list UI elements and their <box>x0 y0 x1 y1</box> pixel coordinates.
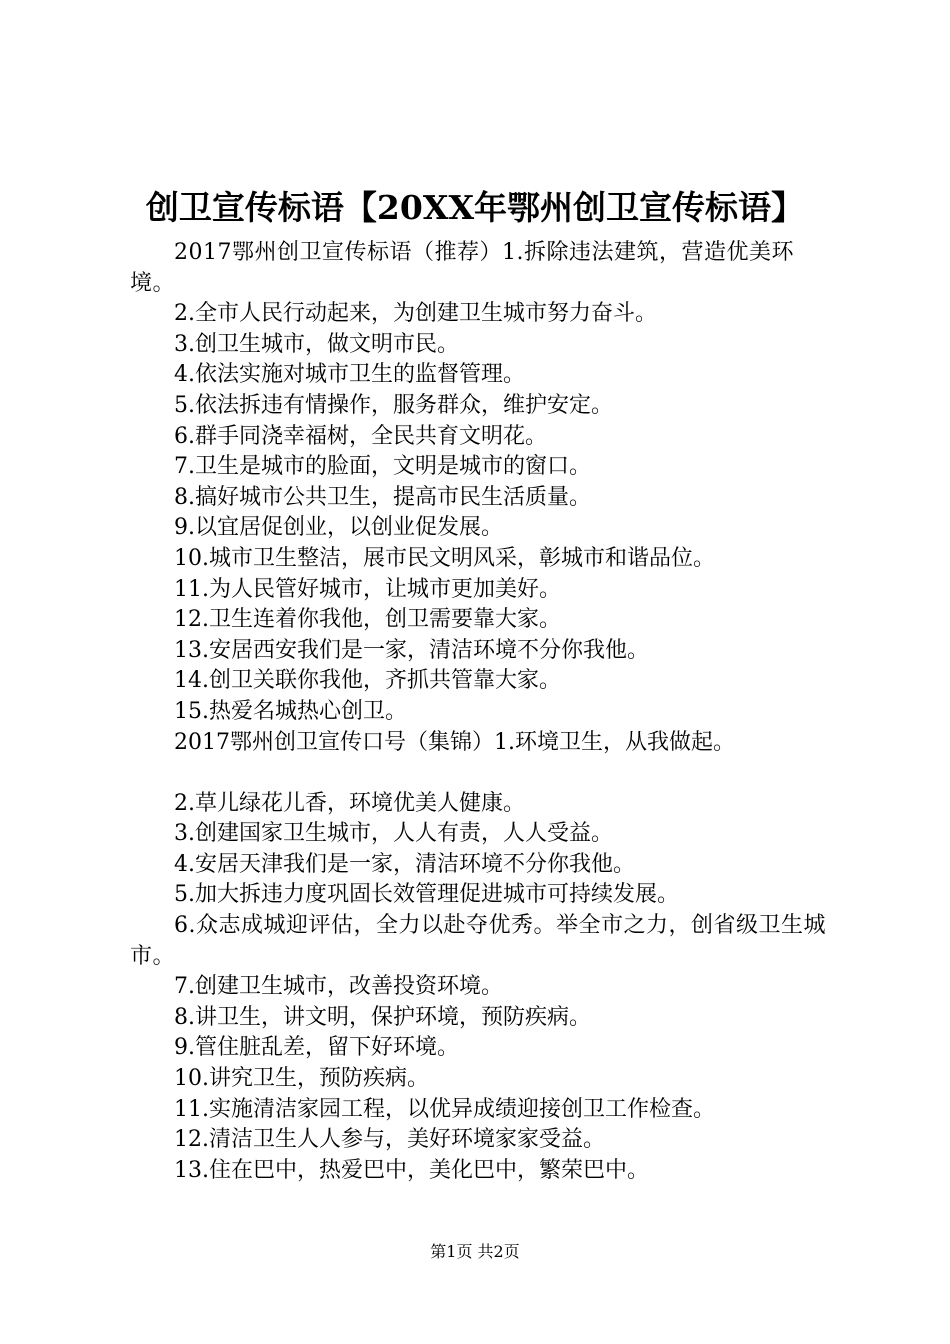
paragraph-21: 6.众志成城迎评估，全力以赴夺优秀。举全市之力，创省级卫生城市。 <box>130 913 826 969</box>
paragraph-15: 15.热爱名城热心创卫。 <box>174 698 407 724</box>
paragraph-26: 11.实施清洁家园工程，以优异成绩迎接创卫工作检查。 <box>174 1096 715 1122</box>
paragraph-13: 13.安居西安我们是一家，清洁环境不分你我他。 <box>174 637 649 663</box>
paragraph-25: 10.讲究卫生，预防疾病。 <box>174 1066 429 1092</box>
paragraph-6: 6.群手同浇幸福树，全民共育文明花。 <box>174 423 547 449</box>
paragraph-3: 3.创卫生城市，做文明市民。 <box>174 331 459 357</box>
document-title: 创卫宣传标语【20XX年鄂州创卫宣传标语】 <box>145 188 805 227</box>
paragraph-14: 14.创卫关联你我他，齐抓共管靠大家。 <box>174 668 561 694</box>
page-footer: 第1页 共2页 <box>430 1242 520 1261</box>
paragraph-24: 9.管住脏乱差，留下好环境。 <box>174 1035 459 1061</box>
paragraph-27: 12.清洁卫生人人参与，美好环境家家受益。 <box>174 1127 605 1153</box>
paragraph-22: 7.创建卫生城市，改善投资环境。 <box>174 974 503 1000</box>
paragraph-4: 4.依法实施对城市卫生的监督管理。 <box>174 362 525 388</box>
paragraph-17: 2.草儿绿花儿香，环境优美人健康。 <box>174 790 525 816</box>
paragraph-9: 9.以宜居促创业，以创业促发展。 <box>174 515 503 541</box>
paragraph-16: 2017鄂州创卫宣传口号（集锦）1.环境卫生，从我做起。 <box>174 729 735 755</box>
paragraph-19: 4.安居天津我们是一家，清洁环境不分你我他。 <box>174 851 635 877</box>
paragraph-7: 7.卫生是城市的脸面，文明是城市的窗口。 <box>174 454 591 480</box>
paragraph-5: 5.依法拆违有情操作，服务群众，维护安定。 <box>174 392 613 418</box>
document-body <box>130 238 830 1186</box>
paragraph-20: 5.加大拆违力度巩固长效管理促进城市可持续发展。 <box>174 882 679 908</box>
paragraph-8: 8.搞好城市公共卫生，提高市民生活质量。 <box>174 484 591 510</box>
paragraph-18: 3.创建国家卫生城市，人人有责，人人受益。 <box>174 821 613 847</box>
paragraph-1: 2017鄂州创卫宣传标语（推荐）1.拆除违法建筑，营造优美环境。 <box>130 240 794 296</box>
paragraph-11: 11.为人民管好城市，让城市更加美好。 <box>174 576 561 602</box>
blank-line <box>130 758 830 789</box>
paragraph-12: 12.卫生连着你我他，创卫需要靠大家。 <box>174 607 561 633</box>
paragraph-10: 10.城市卫生整洁，展市民文明风采，彰城市和谐品位。 <box>174 545 715 571</box>
paragraph-23: 8.讲卫生，讲文明，保护环境，预防疾病。 <box>174 1004 591 1030</box>
paragraph-28: 13.住在巴中，热爱巴中，美化巴中，繁荣巴中。 <box>174 1157 649 1183</box>
paragraph-2: 2.全市人民行动起来，为创建卫生城市努力奋斗。 <box>174 301 657 327</box>
